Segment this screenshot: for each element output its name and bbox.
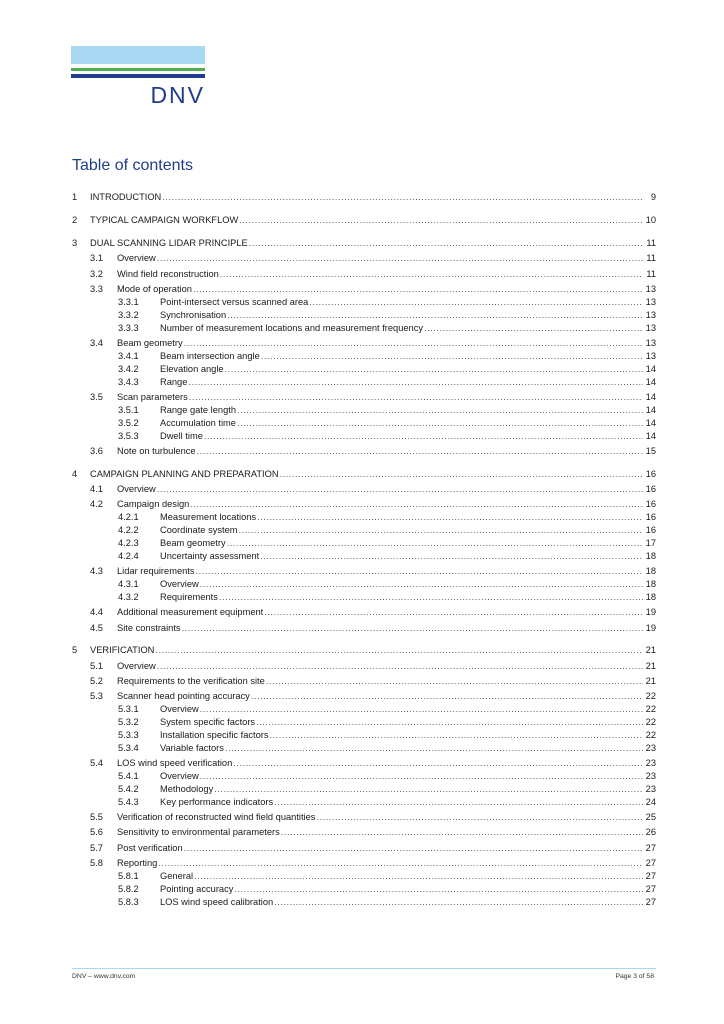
- table-of-contents: [72, 188, 656, 909]
- toc-entry-number: 5.4.2: [118, 784, 139, 795]
- toc-entry[interactable]: [72, 391, 656, 404]
- toc-entry-page: 18: [645, 592, 656, 602]
- toc-entry-number: 3.3.2: [118, 309, 139, 320]
- toc-entry[interactable]: [72, 404, 656, 417]
- toc-entry-title: Overview: [117, 484, 156, 495]
- toc-dot-leader: [234, 883, 643, 896]
- toc-title: Table of contents: [72, 157, 193, 174]
- toc-entry[interactable]: [72, 565, 656, 578]
- toc-entry-number: 3.2: [90, 268, 103, 279]
- toc-entry-title: Range gate length: [160, 404, 236, 415]
- logo-bar-light: [71, 46, 205, 64]
- toc-dot-leader: [158, 857, 643, 870]
- toc-entry[interactable]: [72, 350, 656, 363]
- toc-entry[interactable]: [72, 729, 656, 742]
- toc-entry-number: 4.1: [90, 484, 103, 495]
- toc-entry[interactable]: [72, 268, 656, 281]
- toc-entry-number: 1: [72, 192, 78, 202]
- toc-dot-leader: [424, 322, 643, 335]
- toc-entry-title: INTRODUCTION: [90, 192, 162, 202]
- toc-entry-page: 13: [645, 296, 656, 307]
- toc-entry-number: 5.8.1: [118, 870, 139, 881]
- toc-dot-leader: [270, 729, 643, 742]
- toc-dot-leader: [200, 770, 643, 783]
- toc-entry-number: 3.5.3: [118, 430, 139, 441]
- toc-entry-title: Dwell time: [160, 430, 203, 441]
- toc-entry-page: 17: [645, 538, 656, 549]
- toc-dot-leader: [157, 483, 643, 496]
- toc-entry[interactable]: [72, 296, 656, 309]
- toc-entry-title: Accumulation time: [160, 417, 236, 428]
- toc-entry-page: 22: [645, 730, 656, 741]
- toc-entry-number: 5.3.4: [118, 742, 139, 753]
- toc-entry-title: Synchronisation: [160, 309, 227, 320]
- toc-entry[interactable]: [72, 660, 656, 673]
- toc-entry-title: Uncertainty assessment: [160, 550, 260, 561]
- toc-entry-page: 27: [645, 842, 656, 853]
- toc-entry-page: 13: [645, 309, 656, 320]
- toc-entry-number: 5.8.3: [118, 896, 139, 907]
- toc-entry[interactable]: [72, 757, 656, 770]
- toc-entry-number: 4.4: [90, 607, 103, 618]
- toc-entry[interactable]: [72, 430, 656, 443]
- toc-entry-title: Scanner head pointing accuracy: [117, 691, 250, 702]
- toc-entry[interactable]: [72, 578, 656, 591]
- toc-entry[interactable]: [72, 445, 656, 458]
- toc-entry-page: 13: [645, 337, 656, 348]
- toc-entry-page: 19: [645, 607, 656, 618]
- toc-entry-page: 13: [645, 350, 656, 361]
- toc-dot-leader: [264, 606, 643, 619]
- toc-dot-leader: [261, 350, 643, 363]
- toc-entry-page: 18: [645, 579, 656, 590]
- toc-dot-leader: [239, 524, 643, 537]
- toc-entry-number: 4.3: [90, 566, 103, 577]
- toc-entry-page: 26: [645, 827, 656, 838]
- toc-entry-title: Range: [160, 376, 188, 387]
- toc-dot-leader: [200, 578, 643, 591]
- toc-entry-title: Verification of reconstructed wind field quantities: [117, 812, 316, 823]
- toc-entry-page: 16: [645, 499, 656, 510]
- toc-entry[interactable]: [72, 591, 656, 604]
- toc-entry-number: 4.5: [90, 622, 103, 633]
- toc-dot-leader: [251, 690, 643, 703]
- toc-entry[interactable]: [72, 191, 656, 204]
- toc-dot-leader: [281, 826, 643, 839]
- toc-entry-page: 22: [645, 704, 656, 715]
- toc-entry-title: Installation specific factors: [160, 730, 269, 741]
- toc-entry-number: 5.2: [90, 676, 103, 687]
- toc-entry-number: 5.5: [90, 812, 103, 823]
- toc-dot-leader: [225, 363, 643, 376]
- toc-entry-title: Measurement locations: [160, 512, 257, 523]
- toc-entry-number: 5.6: [90, 827, 103, 838]
- toc-dot-leader: [249, 237, 643, 250]
- toc-entry-number: 3.1: [90, 253, 103, 264]
- toc-entry-number: 3.5: [90, 391, 103, 402]
- toc-entry[interactable]: [72, 690, 656, 703]
- toc-entry[interactable]: [72, 826, 656, 839]
- toc-entry-page: 14: [645, 404, 656, 415]
- toc-entry[interactable]: [72, 283, 656, 296]
- toc-dot-leader: [280, 468, 643, 481]
- toc-entry-page: 16: [645, 525, 656, 536]
- toc-entry-page: 24: [645, 796, 656, 807]
- toc-entry-title: Additional measurement equipment: [117, 607, 264, 618]
- toc-dot-leader: [190, 498, 643, 511]
- toc-entry[interactable]: [72, 498, 656, 511]
- toc-dot-leader: [155, 644, 643, 657]
- toc-entry[interactable]: [72, 857, 656, 870]
- toc-dot-leader: [233, 757, 643, 770]
- toc-entry[interactable]: [72, 883, 656, 896]
- toc-entry-title: Scan parameters: [117, 391, 188, 402]
- toc-dot-leader: [184, 842, 643, 855]
- toc-entry-title: TYPICAL CAMPAIGN WORKFLOW: [90, 215, 239, 225]
- toc-entry-number: 3.3.1: [118, 296, 139, 307]
- toc-dot-leader: [182, 622, 643, 635]
- toc-entry-title: Key performance indicators: [160, 796, 274, 807]
- toc-dot-leader: [189, 391, 643, 404]
- toc-dot-leader: [316, 811, 643, 824]
- toc-entry-number: 5.8.2: [118, 883, 139, 894]
- logo-wordmark: DNV: [150, 82, 205, 108]
- toc-entry[interactable]: [72, 511, 656, 524]
- toc-entry-page: 13: [645, 283, 656, 294]
- toc-entry-title: Overview: [160, 771, 199, 782]
- toc-entry[interactable]: [72, 524, 656, 537]
- toc-entry-page: 21: [645, 645, 656, 656]
- toc-entry-page: 11: [646, 253, 656, 264]
- toc-entry-number: 3.4.1: [118, 350, 139, 361]
- toc-dot-leader: [227, 309, 643, 322]
- toc-entry-number: 3: [72, 238, 78, 248]
- toc-entry[interactable]: [72, 783, 656, 796]
- toc-entry[interactable]: [72, 252, 656, 265]
- toc-dot-leader: [194, 870, 643, 883]
- toc-dot-leader: [256, 716, 643, 729]
- toc-entry[interactable]: [72, 811, 656, 824]
- toc-entry[interactable]: [72, 742, 656, 755]
- toc-entry-title: Reporting: [117, 858, 158, 869]
- toc-entry-title: LOS wind speed verification: [117, 758, 233, 769]
- toc-dot-leader: [157, 252, 643, 265]
- toc-dot-leader: [309, 296, 643, 309]
- toc-entry-number: 5.3.1: [118, 704, 139, 715]
- toc-dot-leader: [193, 283, 643, 296]
- toc-entry-title: Overview: [117, 660, 156, 671]
- toc-entry-title: Sensitivity to environmental parameters: [117, 827, 280, 838]
- toc-entry-page: 14: [645, 391, 656, 402]
- toc-entry-page: 25: [645, 812, 656, 823]
- toc-dot-leader: [266, 675, 643, 688]
- toc-entry-page: 19: [645, 622, 656, 633]
- toc-entry-number: 3.4.2: [118, 363, 139, 374]
- toc-entry[interactable]: [72, 376, 656, 389]
- toc-entry-page: 18: [645, 550, 656, 561]
- toc-entry-title: Beam geometry: [117, 337, 183, 348]
- toc-dot-leader: [188, 376, 643, 389]
- toc-dot-leader: [260, 550, 643, 563]
- toc-entry[interactable]: [72, 309, 656, 322]
- toc-entry-number: 5.4: [90, 758, 103, 769]
- toc-entry-page: 15: [645, 445, 656, 456]
- toc-entry-title: Site constraints: [117, 622, 181, 633]
- toc-entry-title: Beam intersection angle: [160, 350, 260, 361]
- toc-dot-leader: [214, 783, 643, 796]
- toc-entry-number: 5.3.3: [118, 730, 139, 741]
- toc-dot-leader: [227, 537, 643, 550]
- toc-entry-page: 14: [645, 363, 656, 374]
- toc-dot-leader: [162, 191, 643, 204]
- toc-entry-page: 11: [646, 268, 656, 279]
- footer-website: DNV – www.dnv.com: [72, 973, 136, 980]
- logo-bar-blue: [71, 74, 205, 78]
- toc-entry-title: Number of measurement locations and measurement frequency: [160, 322, 424, 333]
- toc-entry-number: 5.1: [90, 660, 103, 671]
- toc-entry-page: 21: [645, 660, 656, 671]
- toc-entry-number: 2: [72, 215, 78, 225]
- toc-entry-page: 9: [650, 192, 656, 202]
- toc-dot-leader: [196, 565, 643, 578]
- toc-entry-title: Elevation angle: [160, 363, 224, 374]
- toc-entry-number: 3.4: [90, 337, 103, 348]
- toc-entry-title: Overview: [117, 253, 156, 264]
- toc-entry[interactable]: [72, 363, 656, 376]
- toc-entry-number: 3.5.2: [118, 417, 139, 428]
- toc-entry-title: Overview: [160, 579, 199, 590]
- toc-entry-title: Campaign design: [117, 499, 190, 510]
- toc-dot-leader: [220, 268, 643, 281]
- toc-entry-number: 4.2.2: [118, 525, 139, 536]
- toc-entry-number: 5: [72, 645, 78, 656]
- toc-entry-title: Coordinate system: [160, 525, 238, 536]
- toc-entry-number: 3.3: [90, 283, 103, 294]
- toc-entry-page: 23: [645, 784, 656, 795]
- toc-dot-leader: [237, 417, 643, 430]
- toc-entry[interactable]: [72, 870, 656, 883]
- toc-entry[interactable]: [72, 644, 656, 657]
- toc-entry[interactable]: [72, 417, 656, 430]
- toc-entry[interactable]: [72, 537, 656, 550]
- toc-dot-leader: [197, 445, 643, 458]
- toc-entry-title: VERIFICATION: [90, 645, 155, 656]
- toc-entry-page: 16: [645, 512, 656, 523]
- toc-entry-title: Wind field reconstruction: [117, 268, 219, 279]
- footer-page-number: Page 3 of 58: [615, 973, 654, 980]
- toc-entry-title: Note on turbulence: [117, 445, 196, 456]
- toc-entry-page: 22: [645, 717, 656, 728]
- toc-entry-number: 5.4.1: [118, 771, 139, 782]
- toc-entry-title: LOS wind speed calibration: [160, 896, 274, 907]
- toc-entry-number: 3.5.1: [118, 404, 139, 415]
- toc-entry-title: General: [160, 870, 194, 881]
- toc-entry-number: 4: [72, 468, 78, 479]
- toc-entry-number: 5.4.3: [118, 796, 139, 807]
- toc-entry[interactable]: [72, 842, 656, 855]
- toc-dot-leader: [204, 430, 643, 443]
- toc-entry-title: Mode of operation: [117, 283, 192, 294]
- toc-entry-page: 27: [645, 896, 656, 907]
- toc-entry[interactable]: [72, 550, 656, 563]
- toc-entry-title: CAMPAIGN PLANNING AND PREPARATION: [90, 468, 279, 479]
- toc-entry[interactable]: [72, 468, 656, 481]
- toc-entry-page: 23: [645, 771, 656, 782]
- toc-entry-page: 27: [645, 883, 656, 894]
- toc-entry-title: Lidar requirements: [117, 566, 195, 577]
- toc-entry-page: 11: [646, 238, 656, 248]
- footer-divider: [72, 968, 656, 969]
- toc-entry-page: 14: [645, 376, 656, 387]
- toc-entry[interactable]: [72, 214, 656, 227]
- toc-dot-leader: [157, 660, 643, 673]
- toc-dot-leader: [239, 214, 643, 227]
- toc-entry-number: 4.2.4: [118, 550, 139, 561]
- toc-dot-leader: [274, 896, 643, 909]
- toc-entry[interactable]: [72, 675, 656, 688]
- toc-entry-number: 5.3.2: [118, 717, 139, 728]
- logo-bar-green: [71, 68, 205, 71]
- toc-entry-number: 4.2: [90, 499, 103, 510]
- toc-dot-leader: [274, 796, 643, 809]
- toc-entry-number: 5.8: [90, 858, 103, 869]
- toc-entry[interactable]: [72, 237, 656, 250]
- toc-entry-title: Methodology: [160, 784, 214, 795]
- toc-dot-leader: [237, 404, 643, 417]
- toc-entry-title: Post verification: [117, 842, 183, 853]
- toc-entry-title: System specific factors: [160, 717, 256, 728]
- dnv-logo: [71, 46, 205, 108]
- toc-entry-page: 14: [645, 417, 656, 428]
- toc-entry-page: 22: [645, 691, 656, 702]
- toc-entry-page: 27: [645, 870, 656, 881]
- toc-entry-page: 14: [645, 430, 656, 441]
- toc-entry-title: Beam geometry: [160, 538, 226, 549]
- toc-entry-number: 3.6: [90, 445, 103, 456]
- toc-entry-page: 10: [645, 215, 656, 225]
- toc-entry[interactable]: [72, 606, 656, 619]
- toc-entry-number: 4.3.1: [118, 579, 139, 590]
- toc-entry[interactable]: [72, 896, 656, 909]
- toc-entry-number: 5.7: [90, 842, 103, 853]
- toc-entry-page: 27: [645, 858, 656, 869]
- toc-entry-page: 23: [645, 742, 656, 753]
- toc-entry[interactable]: [72, 337, 656, 350]
- toc-entry[interactable]: [72, 322, 656, 335]
- toc-entry-title: Pointing accuracy: [160, 883, 234, 894]
- toc-entry-title: DUAL SCANNING LIDAR PRINCIPLE: [90, 238, 248, 248]
- toc-entry[interactable]: [72, 622, 656, 635]
- toc-entry-title: Variable factors: [160, 742, 224, 753]
- toc-entry-page: 13: [645, 322, 656, 333]
- toc-entry-page: 18: [645, 566, 656, 577]
- toc-dot-leader: [184, 337, 643, 350]
- toc-entry[interactable]: [72, 716, 656, 729]
- toc-entry[interactable]: [72, 770, 656, 783]
- toc-entry-page: 21: [645, 676, 656, 687]
- toc-entry-title: Requirements: [160, 592, 218, 602]
- toc-entry-title: Requirements to the verification site: [117, 676, 265, 687]
- toc-entry-number: 4.2.3: [118, 538, 139, 549]
- toc-entry-page: 16: [645, 468, 656, 479]
- toc-dot-leader: [257, 511, 643, 524]
- toc-entry[interactable]: [72, 703, 656, 716]
- toc-entry-number: 3.3.3: [118, 322, 139, 333]
- toc-entry-number: 4.3.2: [118, 592, 139, 602]
- toc-entry[interactable]: [72, 483, 656, 496]
- toc-entry-number: 3.4.3: [118, 376, 139, 387]
- toc-entry-number: 4.2.1: [118, 512, 139, 523]
- toc-dot-leader: [200, 703, 643, 716]
- toc-entry-page: 16: [645, 484, 656, 495]
- toc-entry-title: Overview: [160, 704, 199, 715]
- toc-dot-leader: [225, 742, 643, 755]
- toc-entry-page: 23: [645, 758, 656, 769]
- toc-dot-leader: [219, 591, 643, 604]
- toc-entry-number: 5.3: [90, 691, 103, 702]
- toc-entry-title: Point-intersect versus scanned area: [160, 296, 309, 307]
- toc-entry[interactable]: [72, 796, 656, 809]
